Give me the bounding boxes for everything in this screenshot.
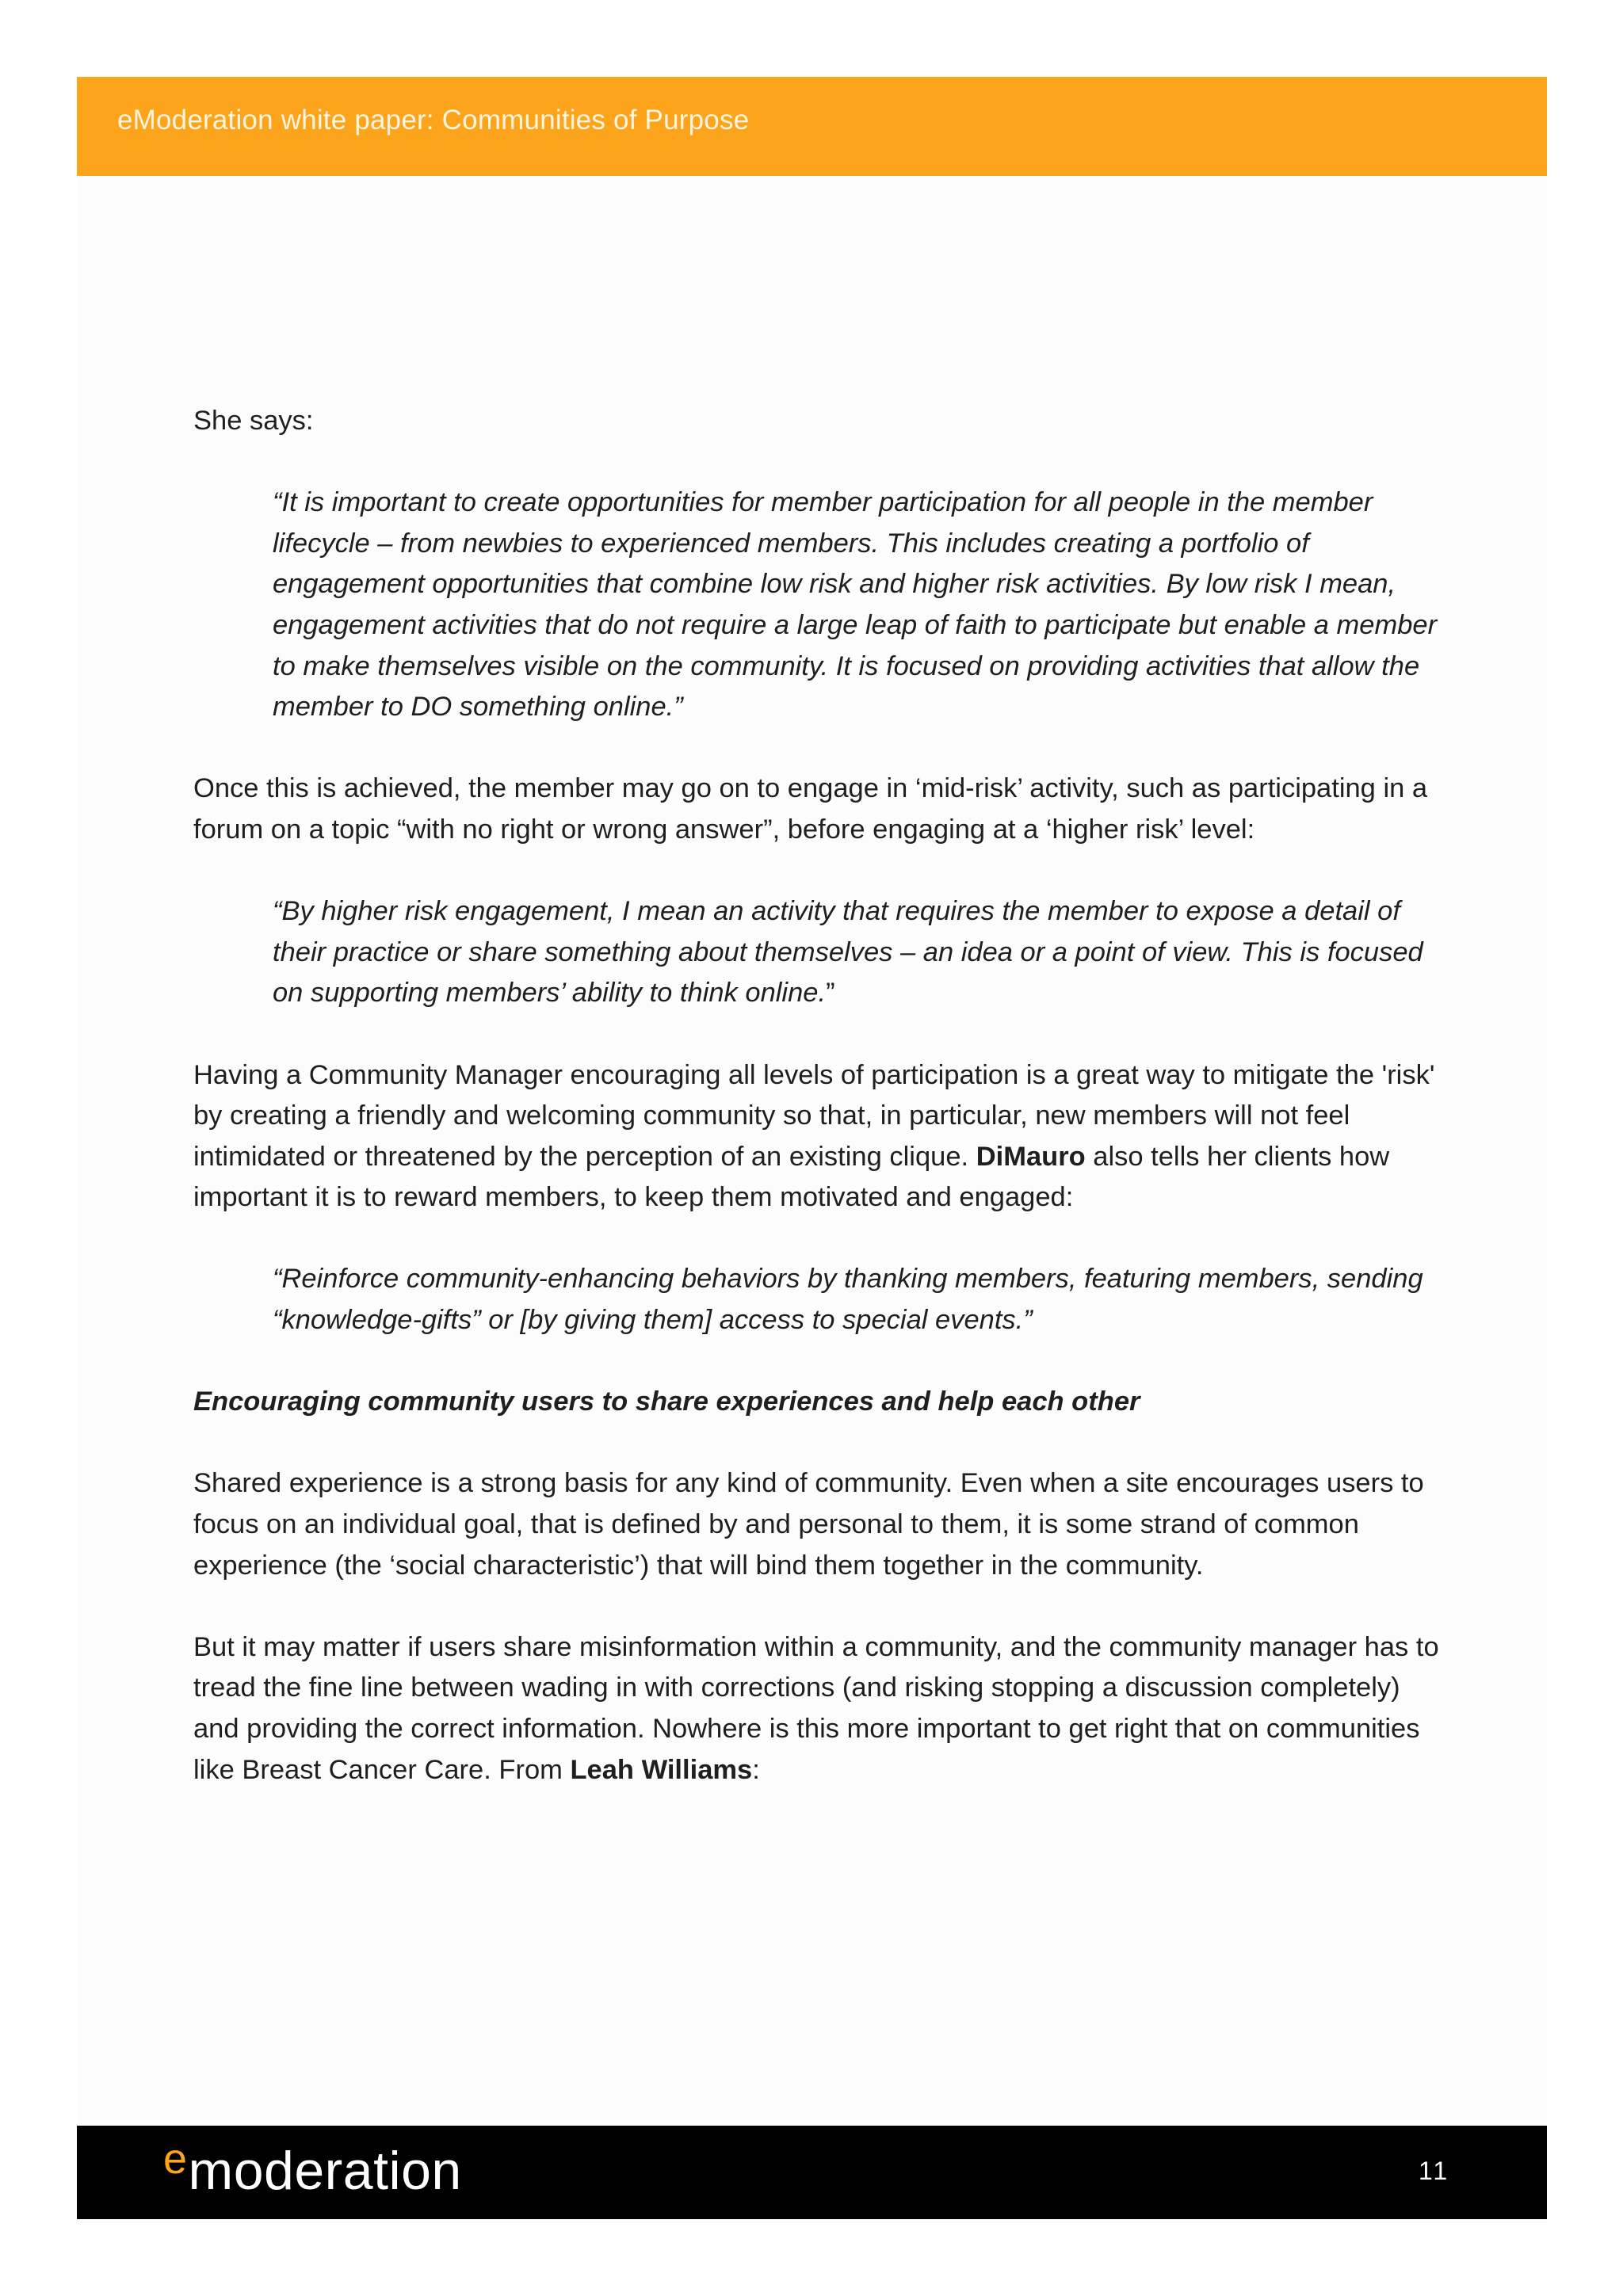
paragraph-4 <box>193 1627 1445 1791</box>
logo-e-mark: e <box>163 2135 188 2183</box>
paragraph-1: Once this is achieved, the member may go on to engage in ‘mid-risk’ activity, such as participating in a forum on a topic “with no right or wrong answer”, before engaging at a ‘higher risk’ level: <box>193 773 1428 845</box>
paragraph-4-end: : <box>752 1754 760 1785</box>
quote-2-text: “By higher risk engagement, I mean an activity that requires the member to expose a detail of their practice or share something about themselves – an idea or a point of view. This is focused on supporting members’ ability to think online. <box>273 896 1423 1009</box>
emoderation-logo <box>163 2131 462 2210</box>
quote-2-close: ” <box>826 978 835 1009</box>
quote-2 <box>273 891 1445 1014</box>
page-number: 11 <box>1419 2157 1450 2185</box>
paragraph-4-start: But it may matter if users share misinformation within a community, and the community manager has to tread the fine line between wading in with corrections (and risking stopping a discussion completely) and providing the correct information. Nowhere is this more important to get right that on communities like Breast Cancer Care. From <box>193 1631 1439 1785</box>
quote-3: “Reinforce community-enhancing behaviors by thanking members, featuring members, sending “knowledge-gifts” or [by giving them] access to special events.” <box>273 1264 1423 1336</box>
paragraph-2-name: DiMauro <box>976 1141 1086 1172</box>
section-heading: Encouraging community users to share experiences and help each other <box>193 1386 1140 1417</box>
header-title: eModeration white paper: Communities of Purpose <box>117 105 750 135</box>
logo-wordmark: moderation <box>188 2141 462 2201</box>
paragraph-2-end: also tells her clients how important it is to reward members, to keep them motivated and engaged: <box>193 1141 1390 1213</box>
paragraph-4-name: Leah Williams <box>570 1754 753 1785</box>
paragraph-3: Shared experience is a strong basis for any kind of community. Even when a site encourages users to focus on an individual goal, that is defined by and personal to them, it is some strand of common experience (the ‘social characteristic’) that will bind them together in the community. <box>193 1468 1424 1581</box>
paragraph-2-start: Having a Community Manager encouraging all levels of participation is a great way to mitigate the 'risk' by creating a friendly and welcoming community so that, in particular, new members will not feel intimidated or threatened by the perception of an existing clique. <box>193 1059 1435 1172</box>
paragraph-2 <box>193 1055 1445 1219</box>
document-body <box>193 401 1445 1791</box>
quote-1: “It is important to create opportunities for member participation for all people in the member lifecycle – from newbies to experienced members. This includes creating a portfolio of engagement opportunities that combine low risk and higher risk activities. By low risk I mean, engagement activities that do not require a large leap of faith to participate but enable a member to make themselves visible on the community. It is focused on providing activities that allow the member to DO something online.” <box>273 487 1438 723</box>
she-says-line: She says: <box>193 406 314 436</box>
